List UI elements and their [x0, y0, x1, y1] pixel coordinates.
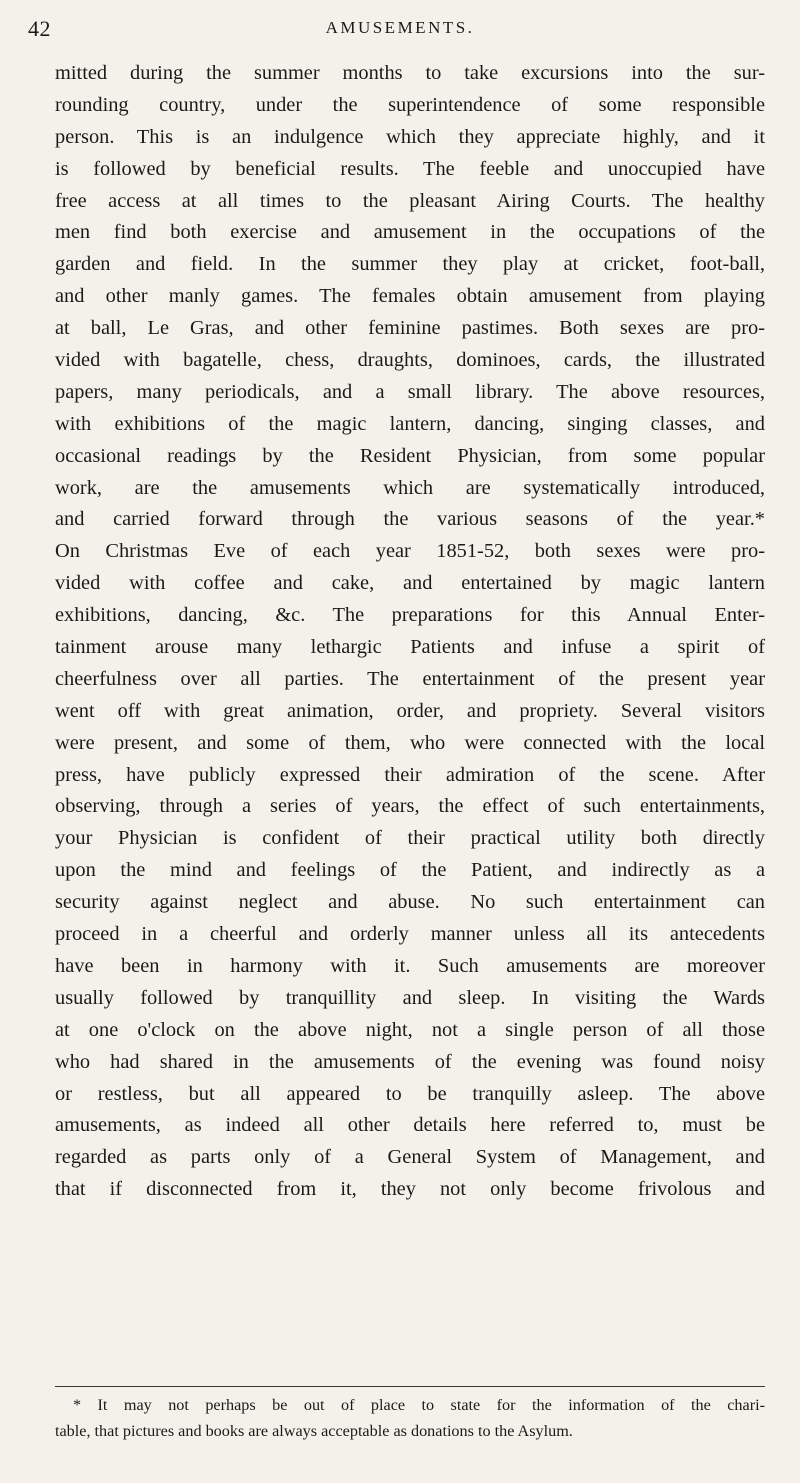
text-line: On Christmas Eve of each year 1851-52, both sexes were pro- [55, 540, 765, 563]
page-number: 42 [28, 16, 51, 41]
text-line: papers, many periodicals, and a small library. The above resources, [55, 380, 765, 403]
text-line: observing, through a series of years, the effect of such entertainments, [55, 795, 765, 818]
text-line: usually followed by tranquillity and sleep. In visiting the Wards [55, 986, 765, 1009]
page-header [28, 16, 772, 44]
text-line: mitted during the summer months to take excursions into the sur- [55, 62, 765, 84]
text-line: that if disconnected from it, they not only become frivolous and [55, 1178, 765, 1201]
text-line: amusements, as indeed all other details here referred to, must be [55, 1114, 765, 1137]
text-line: security against neglect and abuse. No such entertainment can [55, 891, 765, 914]
text-line: or restless, but all appeared to be tranquilly asleep. The above [55, 1082, 765, 1105]
text-line: have been in harmony with it. Such amusements are moreover [55, 954, 765, 977]
text-line: free access at all times to the pleasant Airing Courts. The healthy [55, 189, 765, 212]
footnote-line: table, that pictures and books are always acceptable as donations to the Asylum. [55, 1422, 573, 1440]
footnote-line: * It may not perhaps be out of place to state for the information of the chari- [73, 1396, 765, 1414]
text-line: person. This is an indulgence which they appreciate highly, and it [55, 125, 765, 148]
text-line: who had shared in the amusements of the evening was found noisy [55, 1050, 765, 1073]
text-line: regarded as parts only of a General System of Management, and [55, 1146, 765, 1169]
text-line: rounding country, under the superintendence of some responsible [55, 93, 765, 116]
text-line: men find both exercise and amusement in the occupations of the [55, 221, 765, 244]
text-line: work, are the amusements which are systematically introduced, [55, 476, 765, 499]
text-line: exhibitions, dancing, &c. The preparations for this Annual Enter- [55, 604, 765, 627]
text-line: garden and field. In the summer they play at cricket, foot-ball, [55, 253, 765, 276]
running-head: AMUSEMENTS. [325, 18, 475, 37]
body-text [55, 58, 765, 1206]
text-line: occasional readings by the Resident Physician, from some popular [55, 444, 765, 467]
text-line: vided with bagatelle, chess, draughts, dominoes, cards, the illustrated [55, 349, 765, 372]
text-line: were present, and some of them, who were connected with the local [55, 731, 765, 754]
text-line: vided with coffee and cake, and entertained by magic lantern [55, 572, 765, 595]
text-line: upon the mind and feelings of the Patient, and indirectly as a [55, 859, 765, 882]
text-line: press, have publicly expressed their admiration of the scene. After [55, 763, 765, 786]
text-line: with exhibitions of the magic lantern, dancing, singing classes, and [55, 412, 765, 435]
text-line: at one o'clock on the above night, not a single person of all those [55, 1018, 765, 1041]
text-line: is followed by beneficial results. The feeble and unoccupied have [55, 157, 765, 180]
text-line: cheerfulness over all parties. The entertainment of the present year [55, 667, 765, 690]
text-line: tainment arouse many lethargic Patients and infuse a spirit of [55, 636, 765, 659]
text-line: proceed in a cheerful and orderly manner unless all its antecedents [55, 923, 765, 946]
text-line: your Physician is confident of their practical utility both directly [55, 827, 765, 850]
text-line: and other manly games. The females obtain amusement from playing [55, 285, 765, 308]
text-line: at ball, Le Gras, and other feminine pastimes. Both sexes are pro- [55, 317, 765, 340]
footnote [55, 1392, 765, 1444]
text-line: and carried forward through the various seasons of the year.* [55, 508, 765, 531]
text-line: went off with great animation, order, and propriety. Several visitors [55, 699, 765, 722]
footnote-divider [55, 1386, 765, 1387]
